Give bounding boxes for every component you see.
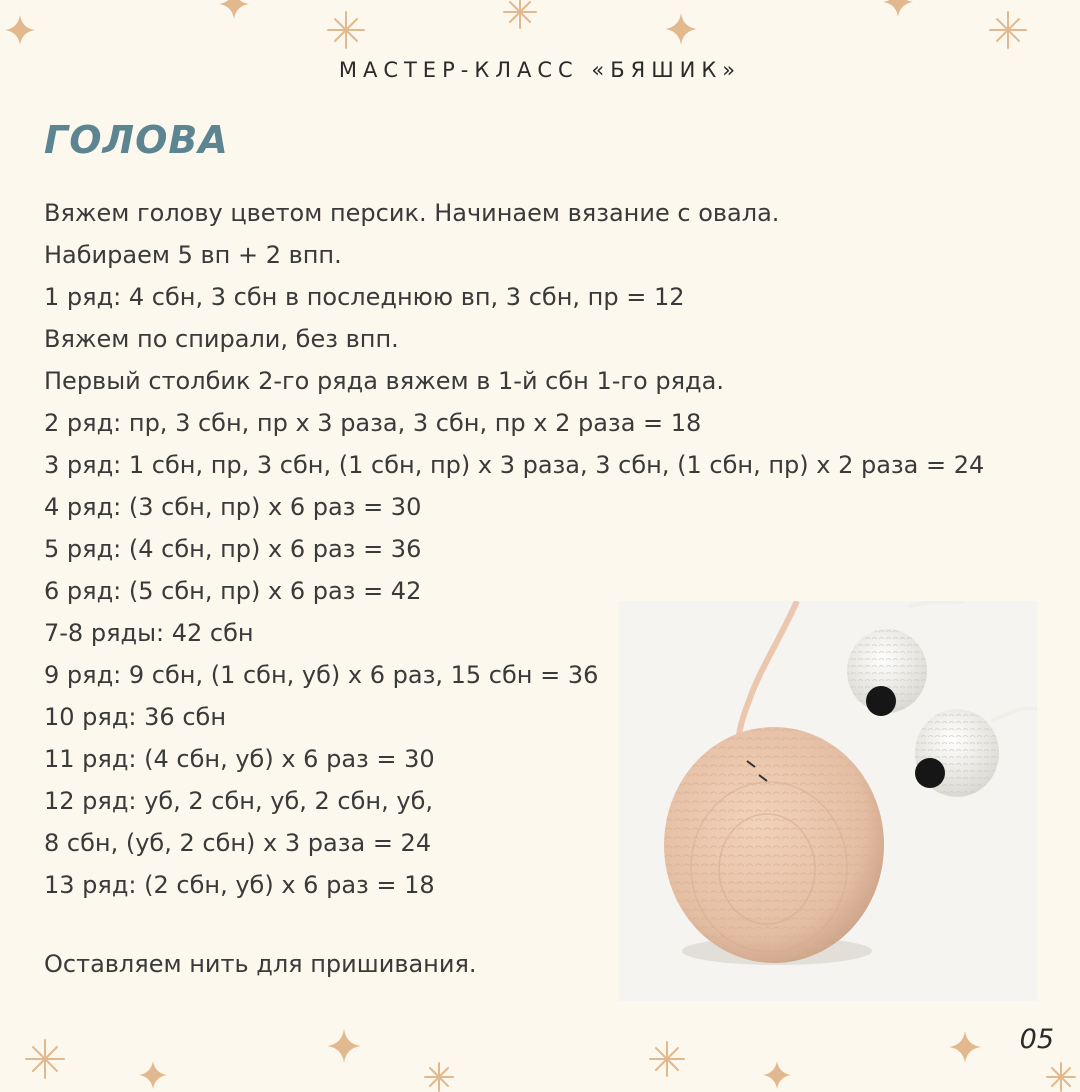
- star-icon: [138, 1060, 168, 1090]
- instruction-line: 12 ряд: уб, 2 сбн, уб, 2 сбн, уб,: [44, 787, 433, 815]
- star-icon: [4, 14, 36, 46]
- star-icon: [882, 0, 914, 18]
- instruction-line: 13 ряд: (2 сбн, уб) х 6 раз = 18: [44, 871, 435, 899]
- star-icon: [326, 1028, 362, 1064]
- instruction-line: Первый столбик 2-го ряда вяжем в 1-й сбн 1-го ряда.: [44, 367, 724, 395]
- star-icon: [948, 1030, 982, 1064]
- instruction-line: 4 ряд: (3 сбн, пр) х 6 раз = 30: [44, 493, 422, 521]
- star-icon: [1046, 1062, 1076, 1092]
- instruction-line: 1 ряд: 4 сбн, 3 сбн в последнюю вп, 3 сбн, пр = 12: [44, 283, 685, 311]
- instruction-line: 11 ряд: (4 сбн, уб) х 6 раз = 30: [44, 745, 435, 773]
- star-icon: [24, 1038, 66, 1080]
- closing-note: Оставляем нить для пришивания.: [44, 950, 477, 978]
- instruction-line: 8 сбн, (уб, 2 сбн) х 3 раза = 24: [44, 829, 432, 857]
- page-header: МАСТЕР-КЛАСС «БЯШИК»: [338, 58, 742, 82]
- star-icon: [326, 10, 366, 50]
- page-number: 05: [1019, 1024, 1054, 1055]
- instruction-line: 9 ряд: 9 сбн, (1 сбн, уб) х 6 раз, 15 сбн = 36: [44, 661, 599, 689]
- section-title: ГОЛОВА: [44, 118, 229, 162]
- star-icon: [648, 1040, 686, 1078]
- star-icon: [502, 0, 538, 30]
- star-icon: [988, 10, 1028, 50]
- instruction-line: Вяжем голову цветом персик. Начинаем вязание с овала.: [44, 199, 780, 227]
- instruction-line: 7-8 ряды: 42 сбн: [44, 619, 254, 647]
- instruction-line: Набираем 5 вп + 2 впп.: [44, 241, 342, 269]
- instruction-line: 2 ряд: пр, 3 сбн, пр х 3 раза, 3 сбн, пр х 2 раза = 18: [44, 409, 702, 437]
- instruction-line: Вяжем по спирали, без впп.: [44, 325, 399, 353]
- star-icon: [762, 1060, 792, 1090]
- crochet-head-photo: [619, 601, 1037, 1001]
- star-icon: [664, 12, 698, 46]
- star-icon: [218, 0, 250, 20]
- instruction-line: 5 ряд: (4 сбн, пр) х 6 раз = 36: [44, 535, 422, 563]
- star-icon: [424, 1062, 454, 1092]
- instruction-line: 10 ряд: 36 сбн: [44, 703, 227, 731]
- instruction-line: 3 ряд: 1 сбн, пр, 3 сбн, (1 сбн, пр) х 3 раза, 3 сбн, (1 сбн, пр) х 2 раза = 24: [44, 451, 985, 479]
- instruction-line: 6 ряд: (5 сбн, пр) х 6 раз = 42: [44, 577, 422, 605]
